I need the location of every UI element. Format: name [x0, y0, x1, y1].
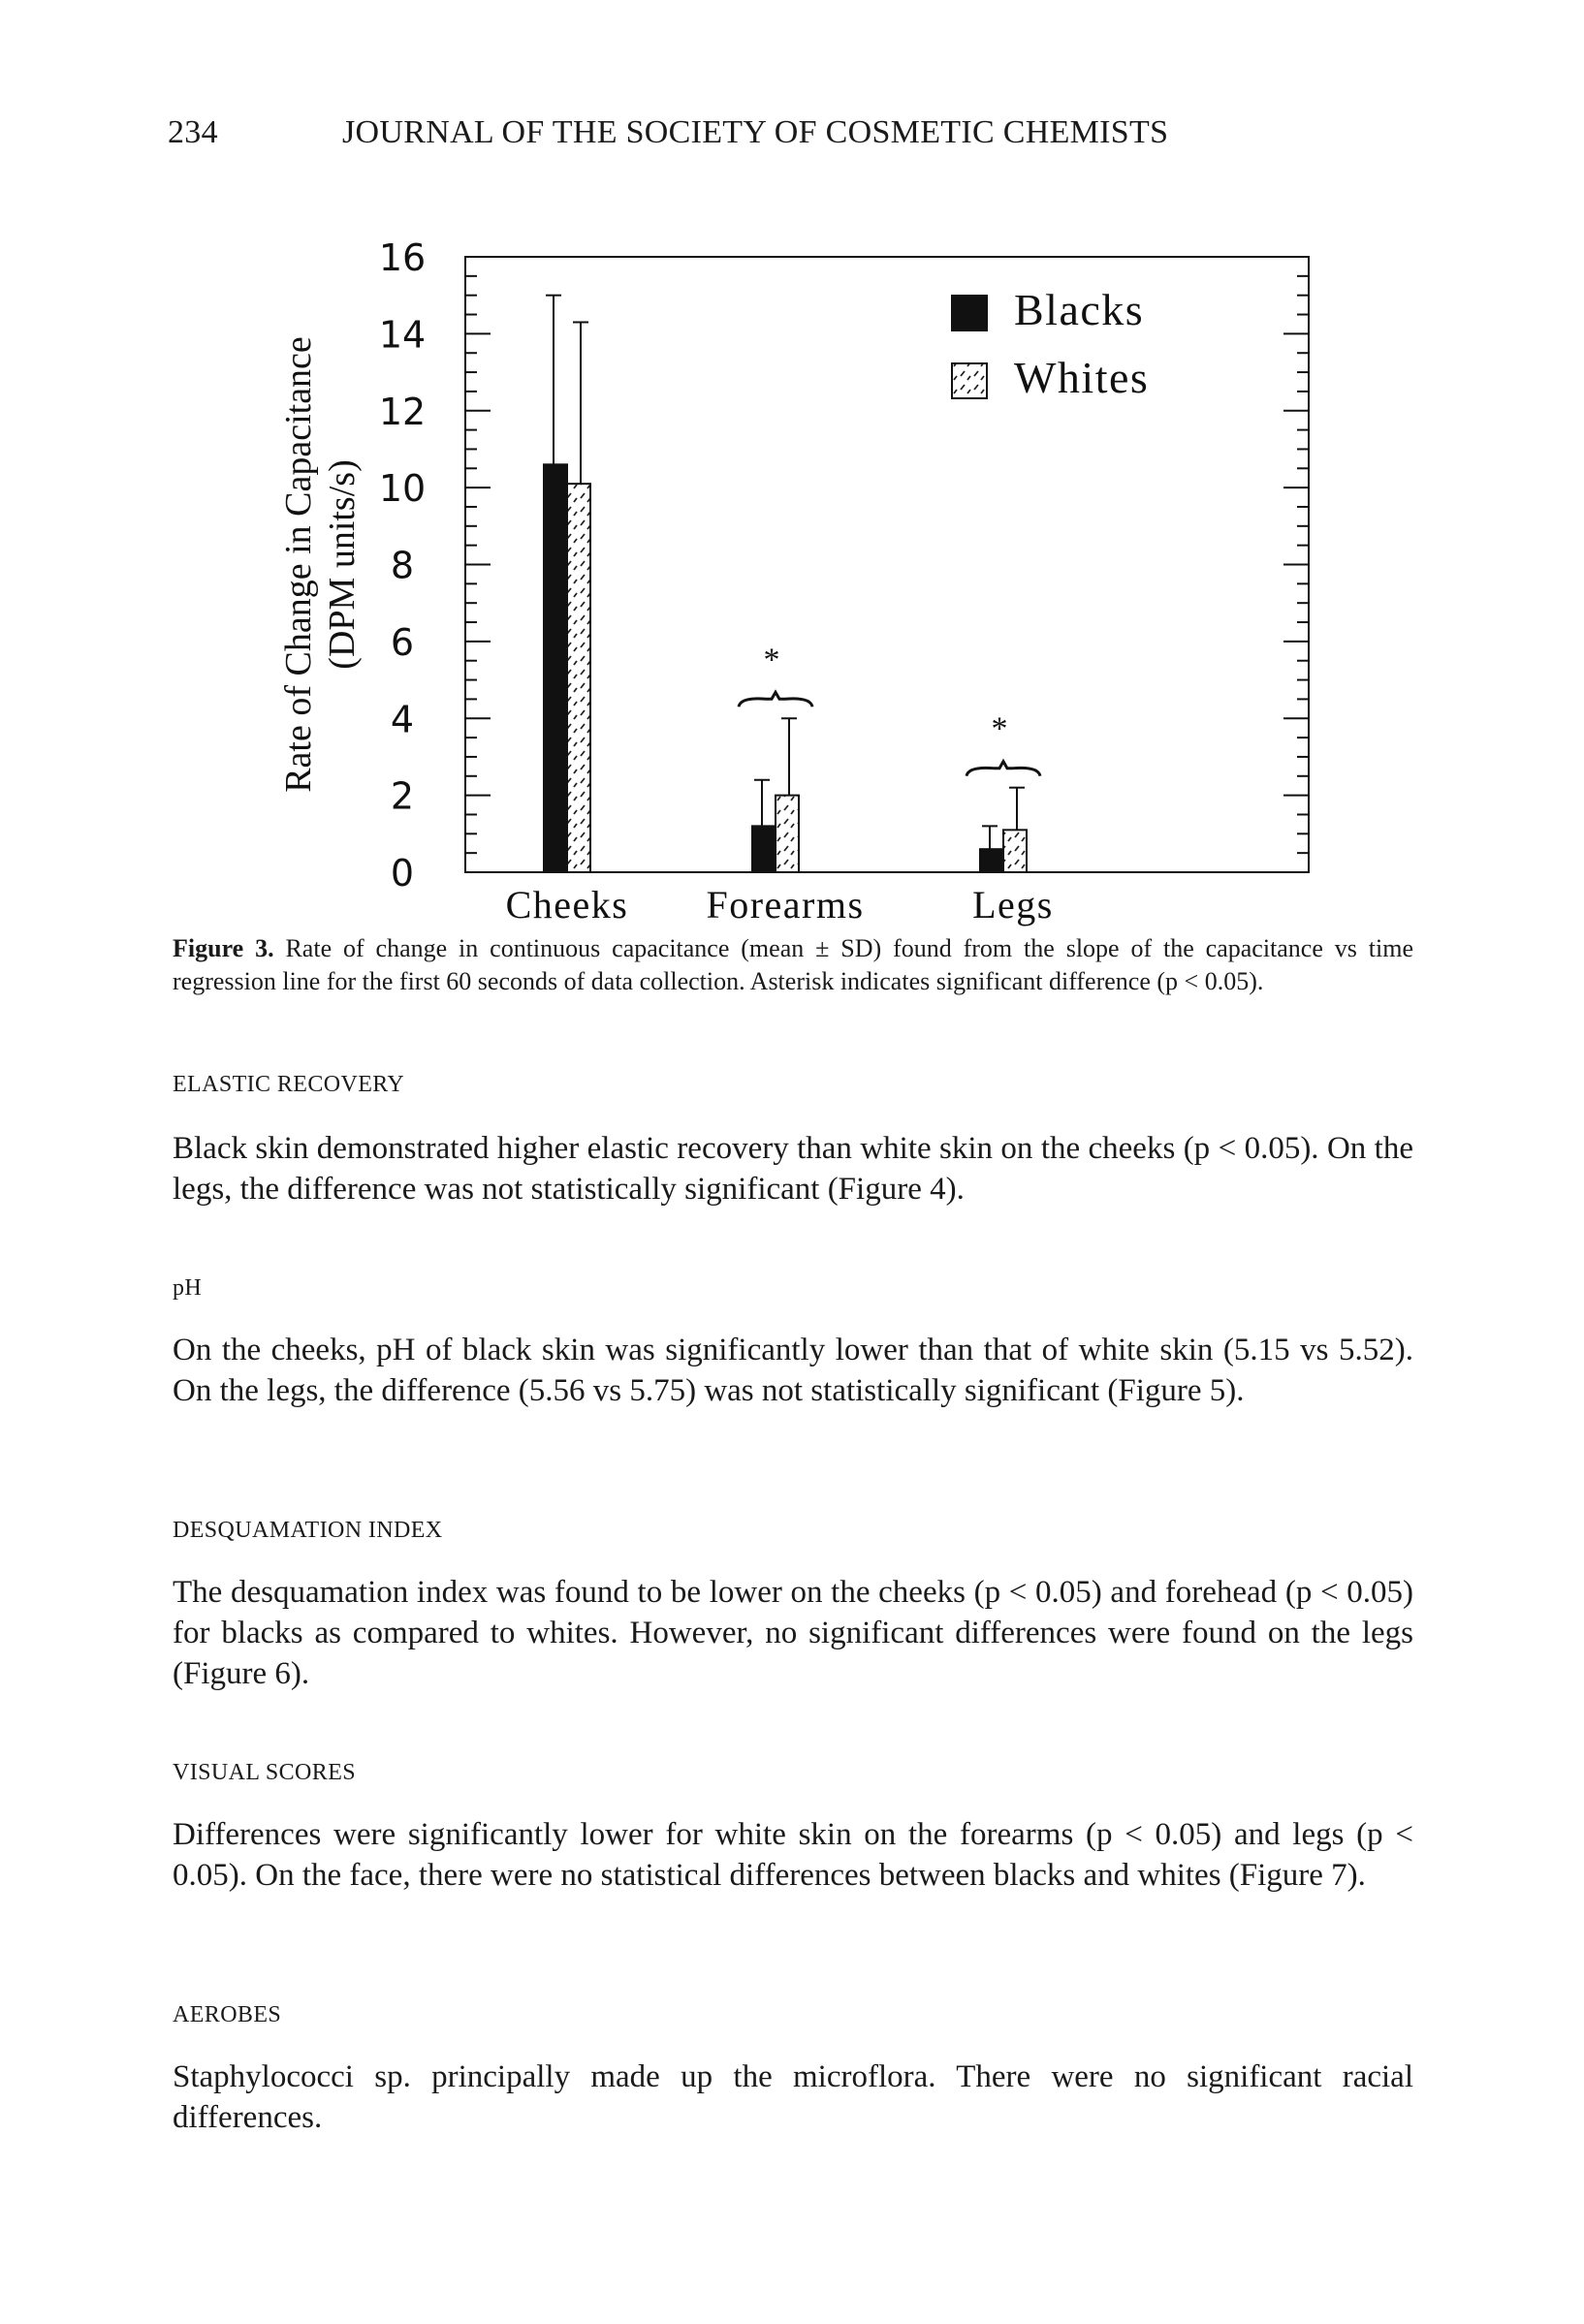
y-tick-label: 10	[378, 467, 427, 511]
caption-label: Figure 3.	[173, 934, 274, 962]
significance-asterisk: *	[991, 710, 1008, 747]
bar-blacks-cheeks	[544, 464, 567, 872]
x-tick-label-cheeks: Cheeks	[505, 883, 629, 926]
legend-swatch-blacks	[952, 296, 987, 330]
bar-whites-forearms	[776, 796, 799, 872]
y-tick-label: 4	[390, 698, 415, 741]
heading-elastic-recovery: ELASTIC RECOVERY	[173, 1072, 405, 1097]
running-head	[168, 114, 1168, 151]
paragraph-visual-scores: Differences were significantly lower for white skin on the forearms (p < 0.05) and legs (p < 0.05). On the face, there were no statistical differences between blacks and whites (Figure 7).	[173, 1817, 1413, 1893]
y-tick-label: 8	[390, 544, 415, 587]
plot-frame	[465, 257, 1309, 872]
x-tick-label-legs: Legs	[972, 883, 1054, 926]
heading-visual-scores: VISUAL SCORES	[173, 1760, 357, 1785]
figure-3-chart	[252, 218, 1347, 935]
significance-brace	[966, 762, 1040, 776]
bar-whites-legs	[1003, 830, 1027, 872]
bar-blacks-legs	[980, 849, 1003, 872]
caption-text: Rate of change in continuous capacitance (mean ± SD) found from the slope of the capacitance vs time regression line for the first 60 seconds of data collection. Asterisk indicates significant difference (p < 0.05).	[173, 934, 1413, 995]
figure-caption	[173, 932, 1413, 998]
page-number: 234	[168, 114, 218, 150]
significance-asterisk: *	[763, 642, 780, 678]
bar-chart	[252, 218, 1347, 935]
bar-whites-cheeks	[567, 484, 590, 872]
bar-blacks-forearms	[752, 826, 776, 872]
paragraph-aerobes: Staphylococci sp. principally made up the microflora. There were no significant racial differences.	[173, 2059, 1413, 2135]
paragraph-desquamation-index: The desquamation index was found to be lower on the cheeks (p < 0.05) and forehead (p < 0.05) for blacks as compared to whites. However, no significant differences were found on the legs (Figure 6).	[173, 1575, 1413, 1691]
journal-title: JOURNAL OF THE SOCIETY OF COSMETIC CHEMISTS	[342, 114, 1169, 150]
significance-brace	[739, 692, 812, 707]
heading-ph: pH	[173, 1275, 203, 1301]
y-axis-units: (DPM units/s)	[322, 459, 363, 670]
y-tick-label: 2	[390, 774, 415, 818]
x-tick-label-forearms: Forearms	[706, 883, 865, 926]
y-tick-label: 6	[390, 620, 415, 664]
y-axis-title: Rate of Change in Capacitance	[278, 336, 319, 793]
y-tick-label: 12	[378, 390, 427, 433]
y-tick-label: 16	[378, 236, 427, 279]
y-tick-label: 14	[378, 313, 427, 357]
legend-label-blacks: Blacks	[1014, 285, 1145, 334]
legend-label-whites: Whites	[1014, 353, 1150, 402]
legend-swatch-whites	[952, 363, 987, 398]
heading-aerobes: AEROBES	[173, 2002, 282, 2027]
paragraph-elastic-recovery: Black skin demonstrated higher elastic recovery than white skin on the cheeks (p < 0.05). On the legs, the difference was not statistically significant (Figure 4).	[173, 1131, 1413, 1207]
heading-desquamation-index: DESQUAMATION INDEX	[173, 1518, 443, 1543]
y-tick-label: 0	[390, 852, 415, 895]
paragraph-ph: On the cheeks, pH of black skin was significantly lower than that of white skin (5.15 vs 5.52). On the legs, the difference (5.56 vs 5.75) was not statistically significant (Figure 5).	[173, 1333, 1413, 1408]
